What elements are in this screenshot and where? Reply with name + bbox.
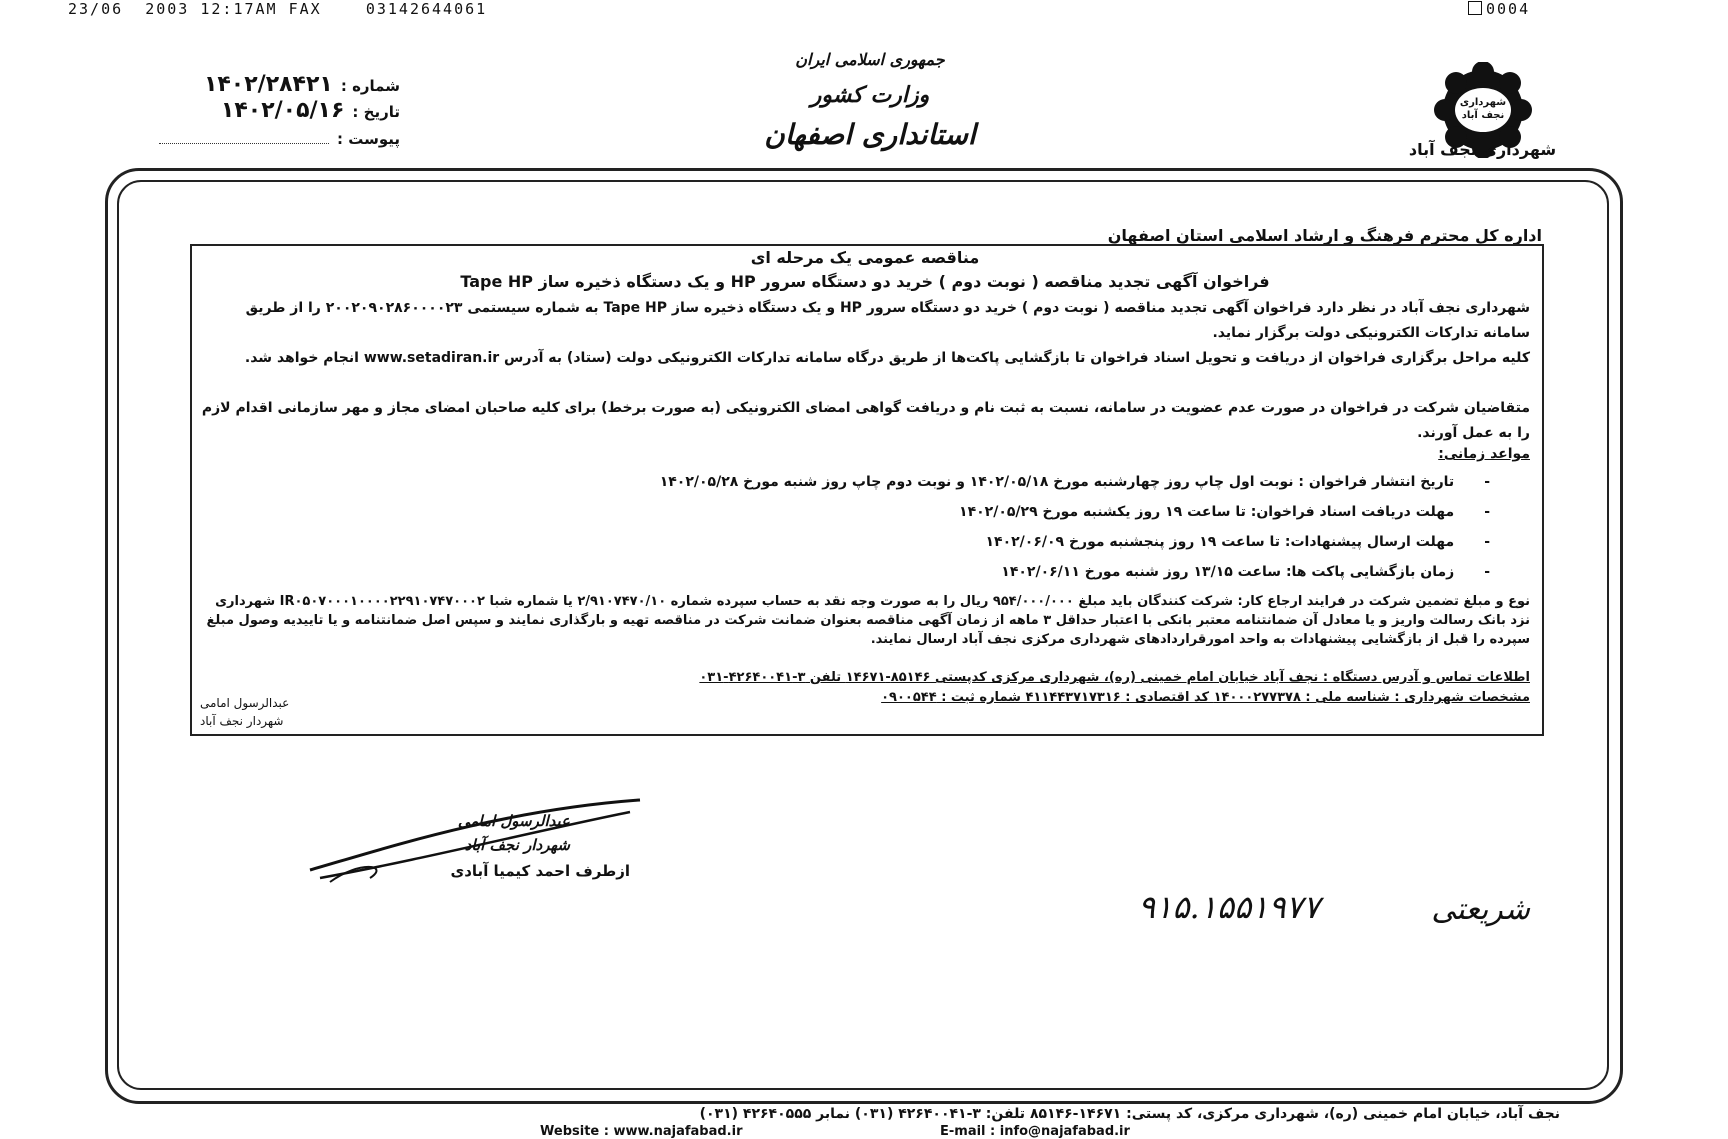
notice-title: مناقصه عمومی یک مرحله ای [750, 248, 980, 267]
schedule-bullet: - [1484, 534, 1490, 550]
handwritten-number: ۹۱۵.۱۵۵۱۹۷۷ [1137, 888, 1320, 926]
signature-line-2: شهردار نجف آباد [464, 836, 570, 854]
fax-header [68, 0, 487, 18]
fax-page-counter [1468, 0, 1530, 18]
footer-address: نجف آباد، خیابان امام خمینی (ره)، شهرداری مرکزی، کد پستی: ۱۴۶۷۱-۸۵۱۴۶ تلفن: ۳-۴۲۶۴۰۰۴۱ (۰۳۱) نمابر ۴۲۶۴۰۵۵۵ (۰۳۱) [699, 1106, 1560, 1122]
schedule-item-2 [200, 504, 1490, 520]
footer-email: E-mail : info@najafabad.ir [940, 1124, 1130, 1139]
letter-date-label: تاریخ : [352, 103, 400, 121]
letter-number-value: ۱۴۰۲/۲۸۴۲۱ [203, 72, 333, 97]
letter-attachment-label: پیوست : [336, 130, 400, 148]
schedule-bullet: - [1484, 564, 1490, 580]
schedule-item-3 [200, 534, 1490, 550]
fax-page-number: 0004 [1486, 0, 1531, 18]
footer-website: Website : www.najafabad.ir [540, 1124, 743, 1139]
signature-line-3: ازطرف احمد کیمیا آبادی [450, 862, 630, 880]
fax-time: 12:17AM [200, 0, 278, 18]
fax-label: FAX [288, 0, 322, 18]
letter-number-label: شماره : [340, 77, 400, 95]
governorate-title: استانداری اصفهان [764, 118, 976, 151]
notice-subtitle: فراخوان آگهی تجدید مناقصه ( نوبت دوم ) خرید دو دستگاه سرور HP و یک دستگاه ذخیره ساز Tape HP [460, 272, 1270, 291]
letter-date-value: ۱۴۰۲/۰۵/۱۶ [220, 98, 345, 123]
notice-paragraph-2: کلیه مراحل برگزاری فراخوان از دریافت و تحویل اسناد فراخوان تا بازگشایی پاکت‌ها از طریق درگاه سامانه تدارکات الکترونیکی دولت (ستاد) به آدرس www.setadiran.ir انجام خواهد شد. [244, 350, 1530, 366]
fax-date: 23/06 [68, 0, 124, 18]
schedule-item-4 [200, 564, 1490, 580]
contact-line: اطلاعات تماس و آدرس دستگاه : نجف آباد خیابان امام خمینی (ره)، شهرداری مرکزی کدپستی ۸۵۱۴۶-۱۴۶۷۱ تلفن ۳-۴۲۶۴۰۰۴۱-۰۳۱ [699, 670, 1530, 685]
schedule-bullet: - [1484, 474, 1490, 490]
schedule-item-text: تاریخ انتشار فراخوان : نوبت اول چاپ روز چهارشنبه مورخ ۱۴۰۲/۰۵/۱۸ و نوبت دوم چاپ روز شنبه مورخ ۱۴۰۲/۰۵/۲۸ [659, 474, 1455, 490]
schedule-item-text: زمان بازگشایی پاکت ها: ساعت ۱۳/۱۵ روز شنبه مورخ ۱۴۰۲/۰۶/۱۱ [1001, 564, 1455, 580]
municipality-name: شهرداری نجف آباد [1408, 140, 1557, 159]
fax-year: 2003 [145, 0, 190, 18]
specs-line: مشخصات شهرداری : شناسه ملی : ۱۴۰۰۰۲۷۷۳۷۸ کد اقتصادی : ۴۱۱۴۴۳۷۱۷۳۱۶ شماره ثبت : ۰۹۰۰۵۴۴ [881, 690, 1530, 705]
notice-paragraph-1: شهرداری نجف آباد در نظر دارد فراخوان آگهی تجدید مناقصه ( نوبت دوم ) خرید دو دستگاه سرور HP و یک دستگاه ذخیره ساز Tape HP به شماره سیستمی ۲۰۰۲۰۹۰۲۸۶۰۰۰۰۲۳ را از طریق سامانه تدارکات الکترونیکی دولت برگزار نماید. [245, 300, 1530, 341]
fax-page-icon [1468, 1, 1482, 15]
letter-number-row [120, 72, 400, 97]
box-signer-name: عبدالرسول امامی [200, 696, 290, 710]
schedule-item-1 [200, 474, 1490, 490]
notice-paragraph-3: متقاضیان شرکت در فراخوان در صورت عدم عضویت در سامانه، نسبت به ثبت نام و دریافت گواهی امضای الکترونیکی (به صورت برخط) برای کلیه صاحبان امضای مجاز و مهر سازمانی اقدام لازم را به عمل آورند. [201, 400, 1530, 441]
recipient-line: اداره کل محترم فرهنگ و ارشاد اسلامی استان اصفهان [1107, 226, 1542, 245]
handwritten-word: شریعتی [1431, 892, 1530, 927]
box-signer-title: شهردار نجف آباد [200, 714, 284, 728]
republic-title: جمهوری اسلامی ایران [795, 50, 945, 69]
attachment-dots [159, 143, 329, 144]
signature-line-1: عبدالرسول امامی [457, 812, 570, 830]
letter-date-row [120, 98, 400, 123]
schedule-item-text: مهلت دریافت اسناد فراخوان: تا ساعت ۱۹ روز یکشنبه مورخ ۱۴۰۲/۰۵/۲۹ [959, 504, 1455, 520]
schedule-heading: مواعد زمانی: [1438, 446, 1530, 462]
fax-number: 03142644061 [365, 0, 488, 18]
schedule-bullet: - [1484, 504, 1490, 520]
ministry-title: وزارت کشور [810, 82, 930, 108]
schedule-item-text: مهلت ارسال پیشنهادات: تا ساعت ۱۹ روز پنجشنبه مورخ ۱۴۰۲/۰۶/۰۹ [985, 534, 1455, 550]
guarantee-paragraph: نوع و مبلغ تضمین شرکت در فرایند ارجاع کار: شرکت کنندگان باید مبلغ ۹۵۴/۰۰۰/۰۰۰ ریال را به صورت وجه نقد به حساب سپرده شماره ۲/۹۱۰۷۴۷۰/۱۰ یا شماره شبا IR۰۵۰۷۰۰۰۱۰۰۰۰۲۲۹۱۰۷۴۷۰۰۰۲ شهرداری نزد بانک رسالت واریز و یا معادل آن ضمانتنامه معتبر بانکی با اعتبار حداقل ۳ ماهه از زمان آگهی مناقصه بعنوان ضمانت شرکت در مناقصه تهیه و بارگذاری نمایند و سپس اصل ضمانتنامه و یا تاییدیه وصول مبلغ سپرده را قبل از بازگشایی پیشنهادات به واحد امورقراردادهای شهرداری مرکزی نجف آباد ارسال نمایند. [206, 594, 1530, 647]
logo-text: شهرداری نجف آباد [1459, 97, 1507, 121]
letter-attachment-row [120, 130, 400, 148]
